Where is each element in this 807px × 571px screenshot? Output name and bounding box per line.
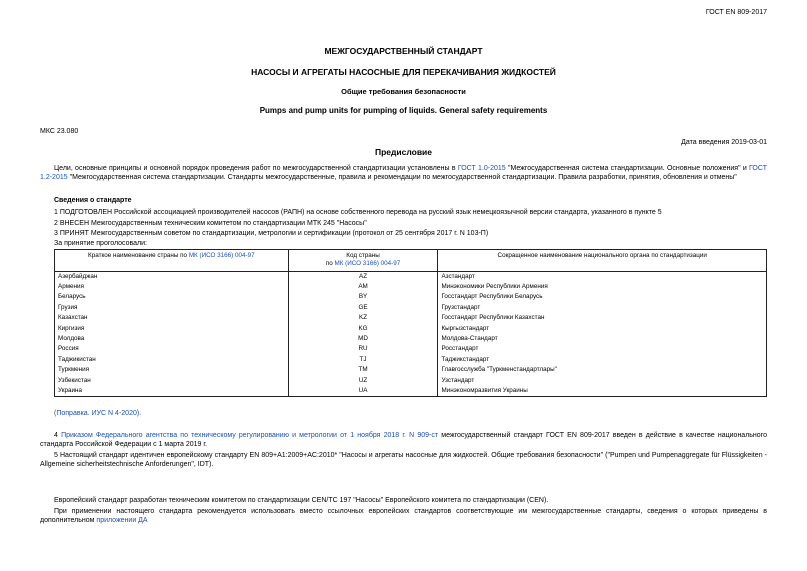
gost-1-2-link[interactable]: ГОСТ 1.2-2015 [40,165,767,182]
mk-iso-3166-link[interactable]: МК (ИСО 3166) 004-97 [334,260,401,268]
code-cell: AM [288,282,438,292]
country-cell: Армения [55,282,289,292]
usage-note [40,507,767,525]
country-cell: Беларусь [55,292,289,302]
info-item-1: 1 ПОДГОТОВЛЕН Российской ассоциацией производителей насосов (РАПН) на основе собственного перевода на русский язык немецкоязычной версии стандарта, указанного в пункте 5 [54,209,662,216]
document-title-ru: НАСОСЫ И АГРЕГАТЫ НАСОСНЫЕ ДЛЯ ПЕРЕКАЧИВАНИЯ ЖИДКОСТЕЙ [251,67,556,77]
body-cell: Госстандарт Республики Казахстан [438,313,767,323]
header-text: Код страны [346,252,380,259]
code-cell: UZ [288,376,438,386]
body-cell: Таджикстандарт [438,355,767,365]
info-item-5: 5 Настоящий стандарт идентичен европейскому стандарту EN 809+A1:2009+AC:2010* "Насосы и агрегаты насосные для жидкостей. Общие требования безопасности" ("Pumpen und Pumpenaggregate für Flüssigkeiten - Allgemeine sicherheitstechnische Anforderungen", IDT). [40,452,767,469]
body-cell: Азстандарт [438,272,767,283]
country-cell: Грузия [55,303,289,313]
mks-code: МКС 23.080 [40,128,79,135]
header-country-code [288,250,438,272]
table-row [55,376,767,386]
header-text: Краткое наименование страны по [88,252,189,259]
mk-iso-3166-link[interactable]: МК (ИСО 3166) 004-97 [188,252,255,259]
body-cell: Молдова-Стандарт [438,334,767,344]
body-cell: Узстандарт [438,376,767,386]
document-title-en: Pumps and pump units for pumping of liquids. General safety requirements [259,106,548,115]
paragraph-text: Цели, основные принципы и основной порядок проведения работ по межгосударственной стандартизации установлены в [54,165,458,172]
body-cell: Грузстандарт [438,303,767,313]
item-text: межгосударственный стандарт ГОСТ EN 809-2017 введен в действие в качестве национального стандарта Российской Федерации с 1 марта 2019 г. [40,432,767,449]
country-cell: Азербайджан [55,272,289,283]
code-cell: RU [288,344,438,354]
header-country-name [55,250,289,272]
document-code: ГОСТ EN 809-2017 [705,9,767,16]
standard-info-heading: Сведения о стандарте [54,197,132,204]
table-header-row [55,250,767,272]
amendment-note [54,409,767,418]
table-row [55,386,767,397]
body-cell: Минэкономразвития Украины [438,386,767,397]
info-item-2: 2 ВНЕСЕН Межгосударственным техническим комитетом по стандартизации МТК 245 "Насосы" [54,220,367,227]
item-number: 4 [54,432,62,439]
body-cell: Госстандарт Республики Беларусь [438,292,767,302]
body-cell: Главгосслужба "Туркменстандартлары" [438,365,767,375]
info-item-3: 3 ПРИНЯТ Межгосударственным советом по стандартизации, метрологии и сертификации (протокол от 25 сентября 2017 г. N 103-П) [54,230,489,237]
voted-label: За принятие проголосовали: [54,240,147,247]
document-subtitle-ru: Общие требования безопасности [341,87,466,96]
amendment-link[interactable]: Поправка [56,410,88,417]
table-row [55,303,767,313]
country-cell: Казахстан [55,313,289,323]
code-cell: TJ [288,355,438,365]
header-standards-body: Сокращенное наименование национального органа по стандартизации [438,250,767,272]
introduction-date: Дата введения 2019-03-01 [681,139,767,146]
header-text: по [325,260,335,268]
table-row [55,334,767,344]
table-row [55,344,767,354]
code-cell: AZ [288,272,438,283]
code-cell: MD [288,334,438,344]
table-row [55,355,767,365]
body-cell: Росстандарт [438,344,767,354]
paren-open: ( [54,410,57,417]
standard-type-heading: МЕЖГОСУДАРСТВЕННЫЙ СТАНДАРТ [324,46,483,56]
body-cell: Минэкономики Республики Армения [438,282,767,292]
table-row [55,282,767,292]
code-cell: KZ [288,313,438,323]
european-standard-note: Европейский стандарт разработан техническим комитетом по стандартизации CEN/TC 197 "Насосы" Европейского комитета по стандартизации (CEN). [54,497,549,504]
country-cell: Украина [55,386,289,397]
gost-1-0-link[interactable]: ГОСТ 1.0-2015 [457,165,506,172]
country-cell: Узбекистан [55,376,289,386]
country-cell: Таджикистан [55,355,289,365]
voting-states-table [54,249,767,397]
info-item-4 [40,431,767,449]
rosstandart-order-link[interactable]: Приказом Федерального агентства по техническому регулированию и метрологии от 1 ноября 2018 г. N 909-ст [61,432,439,439]
country-cell: Россия [55,344,289,354]
amendment-rest: . ИУС N 4-2020). [87,410,142,417]
table-row [55,313,767,323]
body-cell: Кыргызстандарт [438,324,767,334]
code-cell: UA [288,386,438,397]
paragraph-text: "Межгосударственная система стандартизации. Основные положения" и [505,165,750,172]
foreword-heading: Предисловие [374,147,433,157]
country-cell: Туркмения [55,365,289,375]
code-cell: GE [288,303,438,313]
table-row [55,365,767,375]
table-row [55,272,767,283]
code-cell: BY [288,292,438,302]
table-row [55,324,767,334]
paragraph-text: "Межгосударственная система стандартизации. Стандарты межгосударственные, правила и рекомендации по межгосударственной стандартизации. Правила разработки, принятия, обновления и отмены" [67,174,737,182]
foreword-paragraph [40,164,767,182]
country-cell: Киргизия [55,324,289,334]
code-cell: KG [288,324,438,334]
usage-text: При применении настоящего стандарта рекомендуется использовать вместо ссылочных европейских стандартов соответствующие им межгосударственные стандарты, сведения о которых приведены в дополнительном [40,508,767,525]
appendix-da-link[interactable]: приложении ДА [96,517,148,525]
country-cell: Молдова [55,334,289,344]
table-row [55,292,767,302]
code-cell: TM [288,365,438,375]
